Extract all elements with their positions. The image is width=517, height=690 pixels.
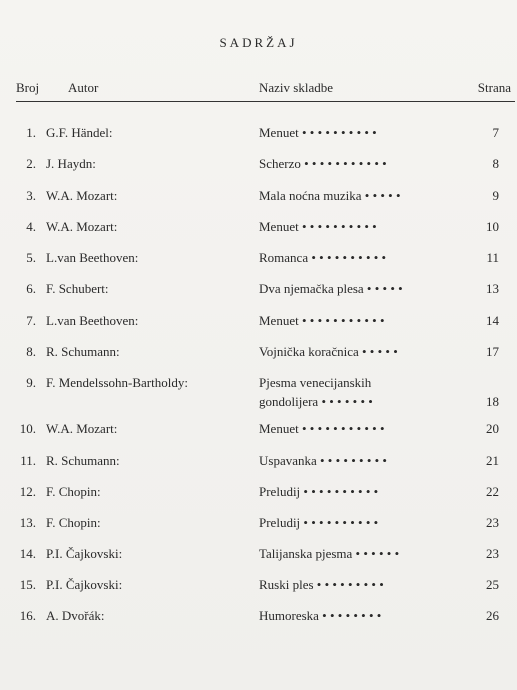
entry-author: P.I. Čajkovski: [46,577,123,592]
entry-page: 20 [486,421,499,436]
header-broj: Broj [16,80,40,95]
entry-page: 26 [486,608,499,623]
contents-row [0,484,517,504]
entry-title: Scherzo • • • • • • • • • • • [259,156,387,171]
entry-title: Preludij • • • • • • • • • • [259,484,379,499]
entry-number: 9. [26,375,36,390]
entry-author: F. Chopin: [46,484,101,499]
contents-row [0,219,517,239]
contents-row [0,453,517,473]
contents-row [0,375,517,409]
entry-page: 7 [492,125,499,140]
entry-page: 23 [486,515,499,530]
entry-page: 13 [486,281,499,296]
entry-number: 10. [19,421,36,436]
entry-number: 8. [26,344,36,359]
entry-author: W.A. Mozart: [46,219,118,234]
entry-number: 7. [26,313,36,328]
entry-title: Preludij • • • • • • • • • • [259,515,379,530]
contents-row [0,421,517,441]
entry-title: Pjesma venecijanskih [259,375,372,390]
page-title: SADRŽAJ [219,35,298,50]
contents-row [0,344,517,364]
entry-author: G.F. Händel: [46,125,113,140]
entry-number: 4. [26,219,36,234]
entry-page: 10 [486,219,499,234]
entry-title: Vojnička koračnica • • • • • [259,344,398,359]
entry-title: Menuet • • • • • • • • • • • [259,313,385,328]
entry-title: Menuet • • • • • • • • • • [259,219,377,234]
entry-author: F. Chopin: [46,515,101,530]
entry-author: L.van Beethoven: [46,313,139,328]
entry-page: 17 [486,344,499,359]
entry-page: 23 [486,546,499,561]
contents-row [0,313,517,333]
entry-page: 14 [486,313,499,328]
entry-title: Menuet • • • • • • • • • • • [259,421,385,436]
entry-author: W.A. Mozart: [46,421,118,436]
contents-row [0,125,517,145]
entry-number: 14. [19,546,36,561]
entry-title: Mala noćna muzika • • • • • [259,188,401,203]
entry-author: W.A. Mozart: [46,188,118,203]
entry-title: Menuet • • • • • • • • • • [259,125,377,140]
entry-number: 15. [19,577,36,592]
entry-number: 16. [19,608,36,623]
entry-page: 25 [486,577,499,592]
contents-row [0,156,517,176]
entry-number: 5. [26,250,36,265]
entry-title: Uspavanka • • • • • • • • • [259,453,387,468]
entry-author: R. Schumann: [46,453,120,468]
entry-page: 21 [486,453,499,468]
contents-row [0,577,517,597]
entry-page: 18 [486,394,499,409]
entry-number: 2. [26,156,36,171]
header-naziv: Naziv skladbe [259,80,334,95]
header-rule [16,101,515,102]
contents-row [0,281,517,301]
entry-number: 12. [19,484,36,499]
entry-title: Ruski ples • • • • • • • • • [259,577,384,592]
entry-page: 11 [486,250,499,265]
entry-number: 1. [26,125,36,140]
entry-number: 13. [19,515,36,530]
entry-number: 11. [20,453,36,468]
entry-title: Dva njemačka plesa • • • • • [259,281,403,296]
entry-number: 3. [26,188,36,203]
entry-author: F. Schubert: [46,281,109,296]
entry-author: P.I. Čajkovski: [46,546,123,561]
contents-row [0,546,517,566]
entry-author: R. Schumann: [46,344,120,359]
entry-title: Humoreska • • • • • • • • [259,608,382,623]
entry-page: 8 [492,156,499,171]
entry-author: A. Dvořák: [46,608,105,623]
contents-row [0,515,517,535]
entry-title-continued: gondolijera • • • • • • • [259,394,373,409]
entry-author: J. Haydn: [46,156,96,171]
contents-row [0,250,517,270]
entry-author: F. Mendelssohn-Bartholdy: [46,375,188,390]
header-strana: Strana [477,80,511,95]
contents-row [0,608,517,628]
entry-number: 6. [26,281,36,296]
entry-title: Romanca • • • • • • • • • • [259,250,387,265]
entry-page: 9 [492,188,499,203]
entry-author: L.van Beethoven: [46,250,139,265]
entry-title: Talijanska pjesma • • • • • • [259,546,400,561]
contents-row [0,188,517,208]
entry-page: 22 [486,484,499,499]
header-autor: Autor [68,80,99,95]
